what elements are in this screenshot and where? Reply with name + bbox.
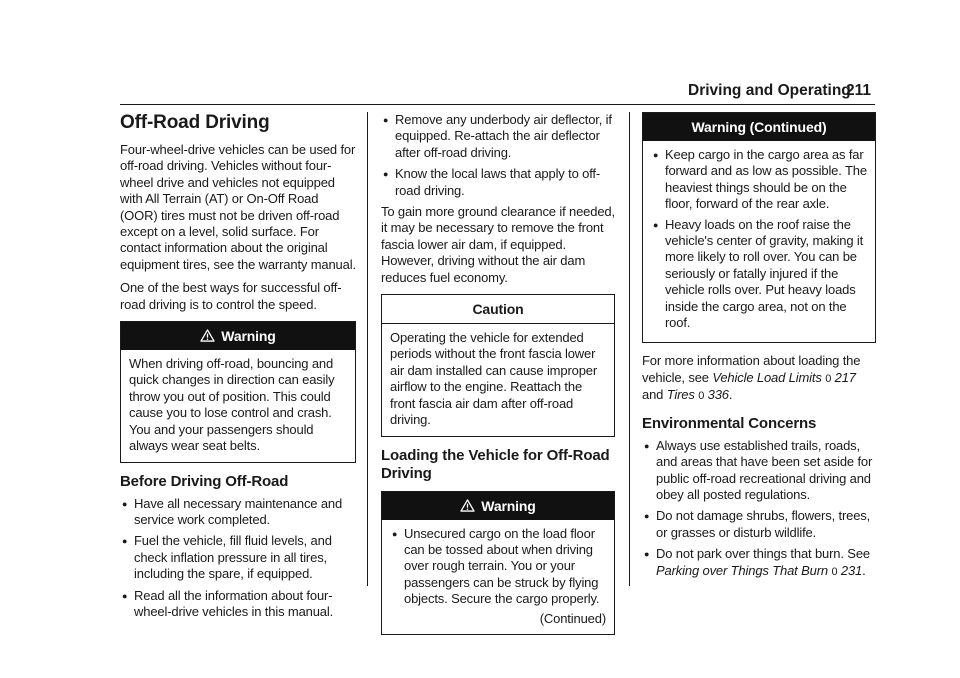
subsection-heading: Loading the Vehicle for Off-Road Driving xyxy=(381,446,610,482)
column-1 xyxy=(120,112,356,625)
continued-note: (Continued) xyxy=(539,610,606,626)
list-item: ● Have all necessary maintenance and service work completed. xyxy=(122,495,343,527)
bullet-icon: ● xyxy=(383,169,389,180)
section-title: Off-Road Driving xyxy=(120,112,270,133)
bullet-list xyxy=(642,438,876,580)
page-reference[interactable]: 217 xyxy=(834,369,856,385)
warning-continued-title: Warning (Continued) xyxy=(643,113,875,141)
caution-box xyxy=(381,294,615,436)
page-arrow-icon: 0 xyxy=(831,565,838,578)
paragraph: To gain more ground clearance if needed, it may be necessary to remove the front fascia lower air dam, if equipped. However, driving without the air dam reduces fuel economy. xyxy=(381,204,615,285)
list-item: ● Do not damage shrubs, flowers, trees, or grasses or disturb wildlife. xyxy=(644,508,871,540)
page-number: 211 xyxy=(846,82,872,99)
list-item: ● Keep cargo in the cargo area as far forward and as low as possible. The heaviest things should be on the floor, forward of the rear axle. xyxy=(653,147,867,212)
column-divider xyxy=(367,112,368,586)
page-arrow-icon: 0 xyxy=(698,390,705,403)
cross-reference-link[interactable]: Tires xyxy=(666,387,695,403)
bullet-list xyxy=(390,526,606,608)
list-item: ● Remove any underbody air deflector, if equipped. Re-attach the air deflector after off-road driving. xyxy=(383,112,612,160)
bullet-icon: ● xyxy=(644,440,650,451)
bullet-icon: ● xyxy=(383,115,389,125)
warning-continued-box xyxy=(642,112,876,343)
list-item: ● Read all the information about four-wheel-drive vehicles in this manual. xyxy=(122,587,334,619)
warning-triangle-icon xyxy=(460,499,475,512)
list-item: ● Fuel the vehicle, fill fluid levels, and check inflation pressure in all tires, including the spare, if equipped. xyxy=(122,533,332,582)
page-reference[interactable]: 231 xyxy=(840,562,863,578)
subsection-heading: Before Driving Off-Road xyxy=(120,472,289,490)
warning-box-header xyxy=(121,322,355,350)
paragraph: For more information about loading the vehicle, see Vehicle Load Limits 0 217 and Tires 0 336. xyxy=(642,353,861,403)
bullet-icon: ● xyxy=(644,549,650,560)
warning-triangle-icon xyxy=(200,329,215,342)
header-rule xyxy=(120,104,875,105)
warning-title: Warning xyxy=(481,497,536,514)
bullet-list xyxy=(120,496,356,621)
bullet-icon: ● xyxy=(392,528,398,539)
column-divider xyxy=(629,112,630,586)
page-arrow-icon: 0 xyxy=(825,372,832,385)
column-3 xyxy=(642,112,876,585)
bullet-icon: ● xyxy=(653,150,659,160)
list-item: ● Know the local laws that apply to off-road driving. xyxy=(383,166,601,198)
page-reference[interactable]: 336 xyxy=(707,387,729,403)
caution-text: Operating the vehicle for extended periods without the front fascia lower air dam installed can cause improper airflow to the engine. Reattach the front fascia air dam after off-road driving. xyxy=(382,323,614,435)
paragraph: One of the best ways for successful off-road driving is to control the speed. xyxy=(120,280,342,312)
list-item: ● Do not park over things that burn. See Parking over Things That Burn 0 231. xyxy=(644,546,870,578)
list-item: ● Unsecured cargo on the load floor can be tossed about when driving over rough terrain. You or your passengers can be struck by flying objects. Secure the cargo properly. xyxy=(392,525,600,607)
bullet-icon: ● xyxy=(122,498,128,509)
list-item: ● Always use established trails, roads, and areas that have been set aside for public off-road recreational driving and obey all posted regulations. xyxy=(644,437,873,502)
warning-box xyxy=(381,491,615,635)
header-section-title: Driving and Operating xyxy=(688,82,851,99)
warning-box-header xyxy=(382,492,614,520)
subsection-heading: Environmental Concerns xyxy=(642,414,817,432)
warning-box xyxy=(120,321,356,462)
bullet-icon: ● xyxy=(653,219,659,230)
caution-title: Caution xyxy=(382,295,614,323)
cross-reference-link[interactable]: Parking over Things That Burn xyxy=(656,562,828,578)
column-2 xyxy=(381,112,615,645)
bullet-icon: ● xyxy=(122,590,128,601)
bullet-icon: ● xyxy=(644,511,650,522)
paragraph: Four-wheel-drive vehicles can be used for off-road driving. Vehicles without four-wheel drive and vehicles not equipped with All Terrain (AT) or On-Off Road (OOR) tires must not be driven off-road except on a level, solid surface. For contact information about the original equipment tires, see the warranty manual. xyxy=(120,142,356,272)
cross-reference-link[interactable]: Vehicle Load Limits xyxy=(712,369,822,385)
list-item: ● Heavy loads on the roof raise the vehicle's center of gravity, making it more likely to roll over. You can be seriously or fatally injured if the vehicle rolls over. Put heavy loads inside the cargo area, not on the roof. xyxy=(653,216,864,331)
warning-title: Warning xyxy=(221,328,276,345)
bullet-list xyxy=(381,112,615,199)
bullet-list xyxy=(651,147,867,331)
warning-text: When driving off-road, bouncing and quick changes in direction can easily throw you out of position. This could cause you to lose control and crash. You and your passengers should always wear seat belts. xyxy=(129,356,335,454)
bullet-icon: ● xyxy=(122,536,128,547)
